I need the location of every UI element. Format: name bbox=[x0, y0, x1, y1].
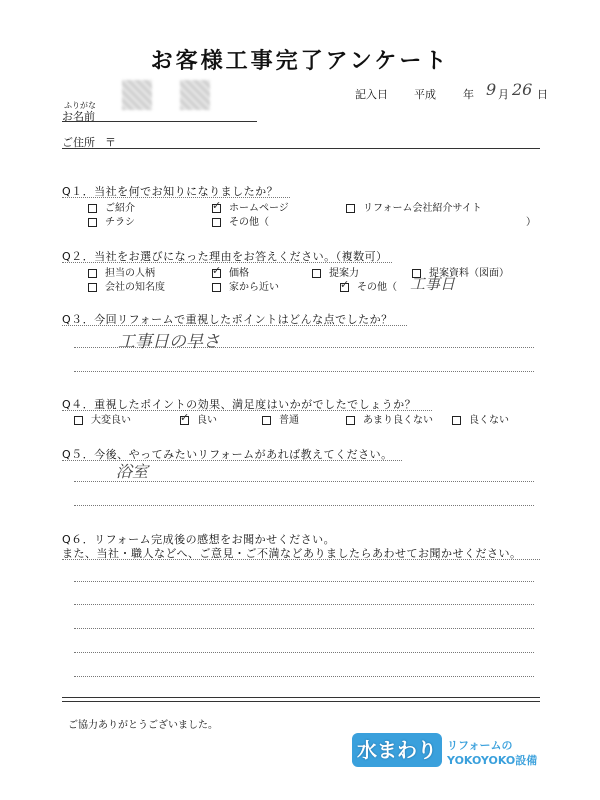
q1-underline bbox=[62, 197, 290, 198]
logo-company-name: YOKOYOKO設備 bbox=[447, 754, 538, 767]
q1-option-introduction[interactable]: ご紹介 bbox=[88, 199, 135, 214]
q5-answer-line-2 bbox=[74, 505, 534, 506]
q4-option-very-good[interactable]: 大変良い bbox=[74, 411, 131, 426]
section-separator bbox=[62, 697, 540, 702]
date-label: 記入日 bbox=[355, 88, 388, 101]
q6-underline bbox=[62, 559, 540, 560]
checkbox-icon[interactable] bbox=[88, 269, 97, 278]
month-unit: 月 bbox=[498, 88, 509, 101]
q1-option-other[interactable]: その他（ bbox=[212, 213, 269, 228]
q3-answer[interactable]: 工事日の早さ bbox=[118, 332, 220, 352]
checkbox-icon[interactable] bbox=[312, 269, 321, 278]
logo-tagline: リフォームの bbox=[447, 739, 513, 752]
q4-option-average[interactable]: 普通 bbox=[262, 411, 299, 426]
furigana-label: ふりがな bbox=[64, 101, 96, 110]
q2-underline bbox=[62, 262, 392, 263]
q6-answer-line-5 bbox=[74, 676, 534, 677]
q1-option-flyer[interactable]: チラシ bbox=[88, 213, 135, 228]
company-logo: 水まわり bbox=[352, 733, 442, 767]
q5-answer[interactable]: 浴室 bbox=[116, 462, 149, 481]
name-underline bbox=[62, 121, 257, 122]
q6-answer-line-1 bbox=[74, 581, 534, 582]
redacted-name-block-2 bbox=[180, 80, 210, 110]
q4-question: Q４．重視したポイントの効果、満足度はいかがでしたでしょうか？ bbox=[62, 398, 417, 411]
q3-underline bbox=[62, 325, 407, 326]
q4-option-not-very-good[interactable]: あまり良くない bbox=[346, 411, 433, 426]
q1-option-referral-site[interactable]: リフォーム会社紹介サイト bbox=[346, 199, 482, 214]
checkbox-icon[interactable] bbox=[346, 416, 355, 425]
checkbox-icon[interactable] bbox=[262, 416, 271, 425]
checkbox-icon[interactable] bbox=[74, 416, 83, 425]
era-label: 平成 bbox=[414, 88, 436, 101]
q2-question: Q２．当社をお選びになった理由をお答えください。（複数可） bbox=[62, 250, 388, 263]
q5-question: Q５．今後、やってみたいリフォームがあれば教えてください。 bbox=[62, 448, 393, 461]
checkbox-icon[interactable] bbox=[212, 283, 221, 292]
q2-option-other[interactable]: ✓ その他（ bbox=[340, 278, 397, 293]
q2-other-answer[interactable]: 工事日 bbox=[410, 275, 456, 293]
q3-answer-line-2 bbox=[74, 371, 534, 372]
checkbox-icon[interactable] bbox=[88, 283, 97, 292]
q6-answer-line-3 bbox=[74, 628, 534, 629]
postal-mark: 〒 bbox=[105, 136, 116, 149]
checkbox-icon[interactable] bbox=[88, 218, 97, 227]
q6-question-line1: Q６．リフォーム完成後の感想をお聞かせください。 bbox=[62, 533, 336, 546]
q2-option-nearby[interactable]: 家から近い bbox=[212, 278, 279, 293]
checkbox-icon[interactable] bbox=[212, 218, 221, 227]
name-label: お名前 bbox=[62, 110, 95, 123]
q5-underline bbox=[62, 460, 402, 461]
checked-checkbox-icon[interactable] bbox=[212, 204, 221, 213]
q1-question: Q１．当社を何でお知りになりましたか？ bbox=[62, 185, 279, 198]
q1-other-close-paren: ） bbox=[526, 217, 536, 228]
day-unit: 日 bbox=[537, 88, 548, 101]
redacted-name-block-1 bbox=[122, 80, 152, 110]
q3-answer-line-1 bbox=[74, 347, 534, 348]
q5-answer-line-1 bbox=[74, 481, 534, 482]
checked-checkbox-icon[interactable] bbox=[212, 269, 221, 278]
q3-question: Q３．今回リフォームで重視したポイントはどんな点でしたか？ bbox=[62, 313, 393, 326]
page-title: お客様工事完了アンケート bbox=[150, 49, 450, 74]
checkbox-icon[interactable] bbox=[88, 204, 97, 213]
q6-answer-line-4 bbox=[74, 652, 534, 653]
q2-option-proposal[interactable]: 提案力 bbox=[312, 264, 359, 279]
thanks-text: ご協力ありがとうございました。 bbox=[68, 720, 218, 731]
q4-option-not-good[interactable]: 良くない bbox=[452, 411, 509, 426]
address-underline bbox=[62, 148, 540, 149]
q2-option-proposal-docs[interactable]: 提案資料（図面） bbox=[412, 264, 509, 279]
year-unit: 年 bbox=[463, 88, 474, 101]
q4-option-good[interactable]: ✓ 良い bbox=[180, 411, 217, 426]
checked-checkbox-icon[interactable] bbox=[180, 416, 189, 425]
q6-answer-line-2 bbox=[74, 604, 534, 605]
day-value[interactable]: 26 bbox=[512, 80, 533, 99]
checkbox-icon[interactable] bbox=[346, 204, 355, 213]
q1-option-homepage[interactable]: ✓ ホームページ bbox=[212, 199, 289, 214]
address-label: ご住所 bbox=[62, 136, 95, 149]
month-value[interactable]: 9 bbox=[486, 80, 497, 99]
q6-question-line2: また、当社・職人などへ、ご意見・ご不満などありましたらあわせてお聞かせください。 bbox=[62, 547, 522, 560]
q2-option-personality[interactable]: 担当の人柄 bbox=[88, 264, 155, 279]
q2-option-reputation[interactable]: 会社の知名度 bbox=[88, 278, 165, 293]
checked-checkbox-icon[interactable] bbox=[340, 283, 349, 292]
q2-option-price[interactable]: ✓ 価格 bbox=[212, 264, 249, 279]
checkbox-icon[interactable] bbox=[452, 416, 461, 425]
